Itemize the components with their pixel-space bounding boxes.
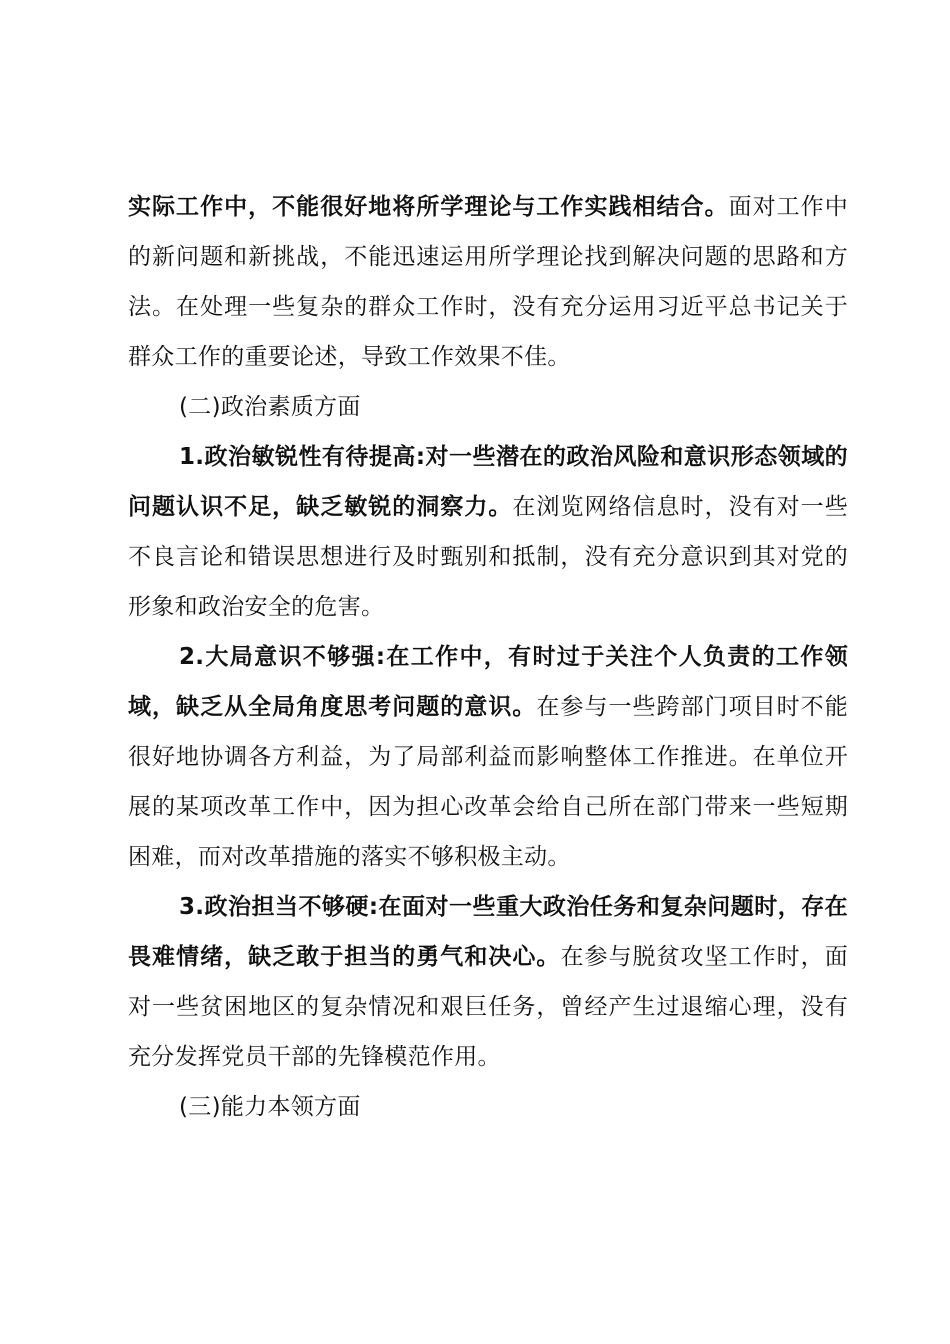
section-heading-ability: (三)能力本领方面 bbox=[179, 1094, 361, 1120]
section-heading-political-quality: (二)政治素质方面 bbox=[179, 394, 361, 420]
document-body bbox=[128, 182, 848, 1132]
paragraph-theory-practice bbox=[128, 182, 848, 382]
paragraph-text: 在参与脱贫攻坚工作时，面对一些贫困地区的复杂情况和艰巨任务，曾经产生过退缩心理，没有充分发挥党员干部的先锋模范作用。 bbox=[128, 944, 848, 1070]
paragraph-text: 在参与一些跨部门项目时不能很好地协调各方利益，为了局部利益而影响整体工作推进。在单位开展的某项改革工作中，因为担心改革会给自己所在部门带来一些短期困难，而对改革措施的落实不够积极主动。 bbox=[128, 694, 848, 870]
paragraph-political-sensitivity bbox=[128, 432, 848, 632]
paragraph-overall-awareness bbox=[128, 632, 848, 882]
paragraph-bold-lead: 实际工作中，不能很好地将所学理论与工作实践相结合。 bbox=[128, 194, 729, 220]
paragraph-bold-lead: 1.政治敏锐性有待提高:对一些潜在的政治风险和意识形态领域的问题认识不足，缺乏敏锐的洞察力。 bbox=[128, 444, 848, 520]
paragraph-bold-lead: 2.大局意识不够强:在工作中，有时过于关注个人负责的工作领域，缺乏从全局角度思考问题的意识。 bbox=[128, 644, 848, 720]
paragraph-text: 面对工作中的新问题和新挑战，不能迅速运用所学理论找到解决问题的思路和方法。在处理一些复杂的群众工作时，没有充分运用习近平总书记关于群众工作的重要论述，导致工作效果不佳。 bbox=[128, 194, 849, 370]
paragraph-bold-lead: 3.政治担当不够硬:在面对一些重大政治任务和复杂问题时，存在畏难情绪，缺乏敢于担当的勇气和决心。 bbox=[128, 894, 848, 970]
paragraph-political-responsibility bbox=[128, 882, 848, 1082]
paragraph-text: 在浏览网络信息时，没有对一些不良言论和错误思想进行及时甄别和抵制，没有充分意识到其对党的形象和政治安全的危害。 bbox=[128, 494, 848, 620]
